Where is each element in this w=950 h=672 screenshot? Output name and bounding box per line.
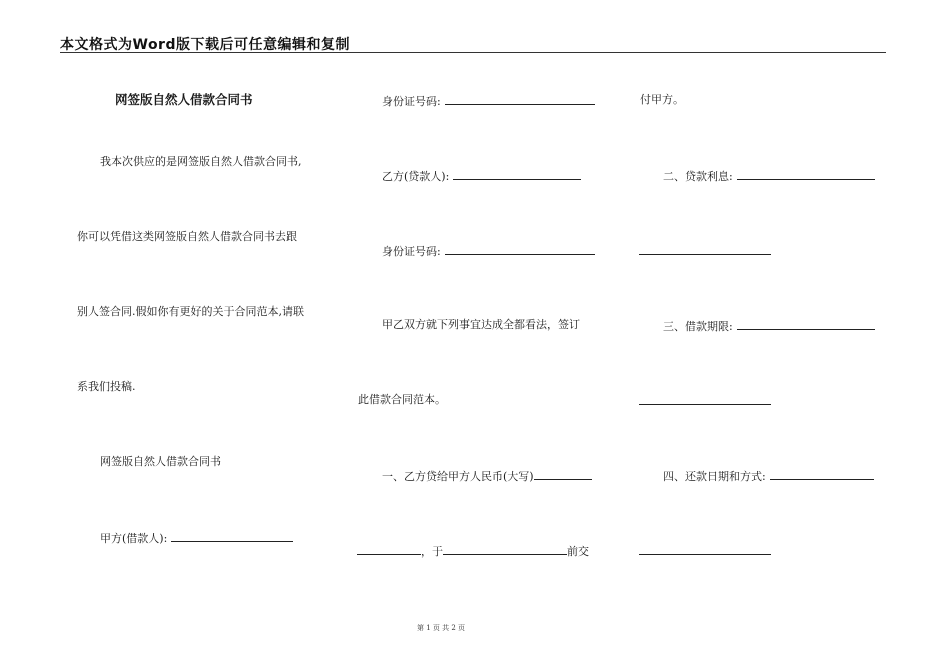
clause-1-date-blank — [443, 543, 567, 555]
party-a-label: 甲方(借款人): — [100, 532, 168, 545]
clause-1-pre-blank — [357, 543, 421, 555]
clause-4-extra-row — [639, 543, 771, 559]
clause-3-row — [663, 318, 875, 334]
clause-4-blank — [770, 468, 874, 480]
clause-2-extra-blank — [639, 243, 771, 255]
party-b-blank — [453, 168, 581, 180]
intro-line-2: 你可以凭借这类网签版自然人借款合同书去跟 — [77, 230, 297, 243]
clause-2-blank — [737, 168, 875, 180]
column-1 — [60, 0, 330, 672]
clause-1-date-row — [357, 543, 589, 559]
clause-4-row — [663, 468, 874, 484]
clause-2-row — [663, 168, 875, 184]
id-blank-2 — [445, 243, 595, 255]
party-a-blank — [171, 530, 293, 542]
agreement-line-1: 甲乙双方就下列事宜达成全都看法，签订 — [382, 318, 580, 331]
clause-4-extra-blank — [639, 543, 771, 555]
agreement-line-2: 此借款合同范本。 — [358, 393, 446, 406]
id-row-1 — [382, 93, 595, 109]
id-label-2: 身份证号码: — [382, 245, 441, 258]
id-row-2 — [382, 243, 595, 259]
id-blank-1 — [445, 93, 595, 105]
party-b-label: 乙方(贷款人): — [382, 170, 450, 183]
header-title: 本文格式为Word版下载后可任意编辑和复制 — [60, 37, 350, 53]
page-footer: 第 1 页 共 2 页 — [416, 624, 466, 632]
intro-line-3: 别人签合同.假如你有更好的关于合同范本,请联 — [77, 305, 304, 318]
clause-2-label: 二、贷款利息: — [663, 170, 733, 183]
clause-1-amount-blank — [534, 468, 592, 480]
id-label-1: 身份证号码: — [382, 95, 441, 108]
clause-4-label: 四、还款日期和方式: — [663, 470, 766, 483]
subtitle: 网签版自然人借款合同书 — [100, 455, 221, 468]
pay-text: 付甲方。 — [640, 93, 684, 106]
clause-1-end-text: 前交 — [567, 545, 589, 558]
clause-1-label: 一、乙方贷给甲方人民币(大写) — [382, 470, 534, 483]
clause-1-row — [382, 468, 592, 484]
clause-3-extra-row — [639, 393, 771, 409]
party-a-row — [100, 530, 293, 546]
column-2 — [355, 0, 610, 672]
clause-1-mid-text: ，于 — [421, 545, 443, 558]
clause-3-label: 三、借款期限: — [663, 320, 733, 333]
clause-3-extra-blank — [639, 393, 771, 405]
column-3 — [636, 0, 888, 672]
clause-2-extra-row — [639, 243, 771, 259]
intro-line-1: 我本次供应的是网签版自然人借款合同书, — [100, 155, 302, 168]
document-title: 网签版自然人借款合同书 — [115, 92, 253, 107]
clause-3-blank — [737, 318, 875, 330]
intro-line-4: 系我们投稿. — [77, 380, 136, 393]
party-b-row — [382, 168, 581, 184]
